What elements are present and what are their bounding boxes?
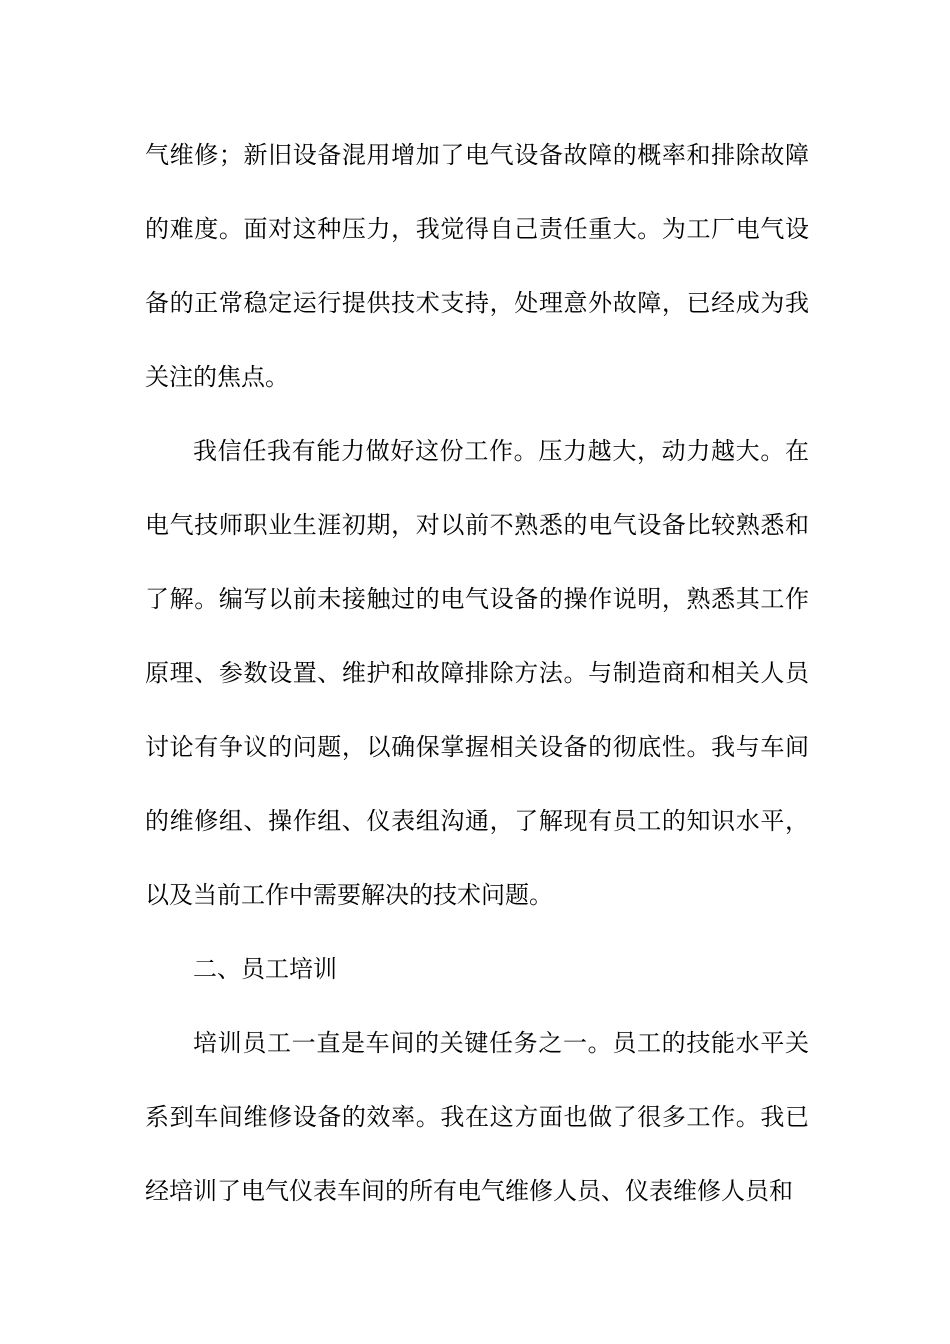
paragraph-confidence: 我信任我有能力做好这份工作。压力越大，动力越大。在电气技师职业生涯初期，对以前不熟悉的电气设备比较熟悉和了解。编写以前未接触过的电气设备的操作说明，熟悉其工作原理、参数设置、维护和故障排除方法。与制造商和相关人员讨论有争议的问题，以确保掌握相关设备的彻底性。我与车间的维修组、操作组、仪表组沟通，了解现有员工的知识水平，以及当前工作中需要解决的技术问题。 [145, 437, 809, 909]
paragraph-continuation: 气维修；新旧设备混用增加了电气设备故障的概率和排除故障的难度。面对这种压力，我觉得自己责任重大。为工厂电气设备的正常稳定运行提供技术支持，处理意外故障，已经成为我关注的焦点。 [145, 141, 809, 391]
section-heading-staff-training: 二、员工培训 [193, 955, 337, 983]
paragraph-training: 培训员工一直是车间的关键任务之一。员工的技能水平关系到车间维修设备的效率。我在这方面也做了很多工作。我已经培训了电气仪表车间的所有电气维修人员、仪表维修人员和 [145, 1029, 809, 1205]
document-body [145, 118, 809, 1228]
